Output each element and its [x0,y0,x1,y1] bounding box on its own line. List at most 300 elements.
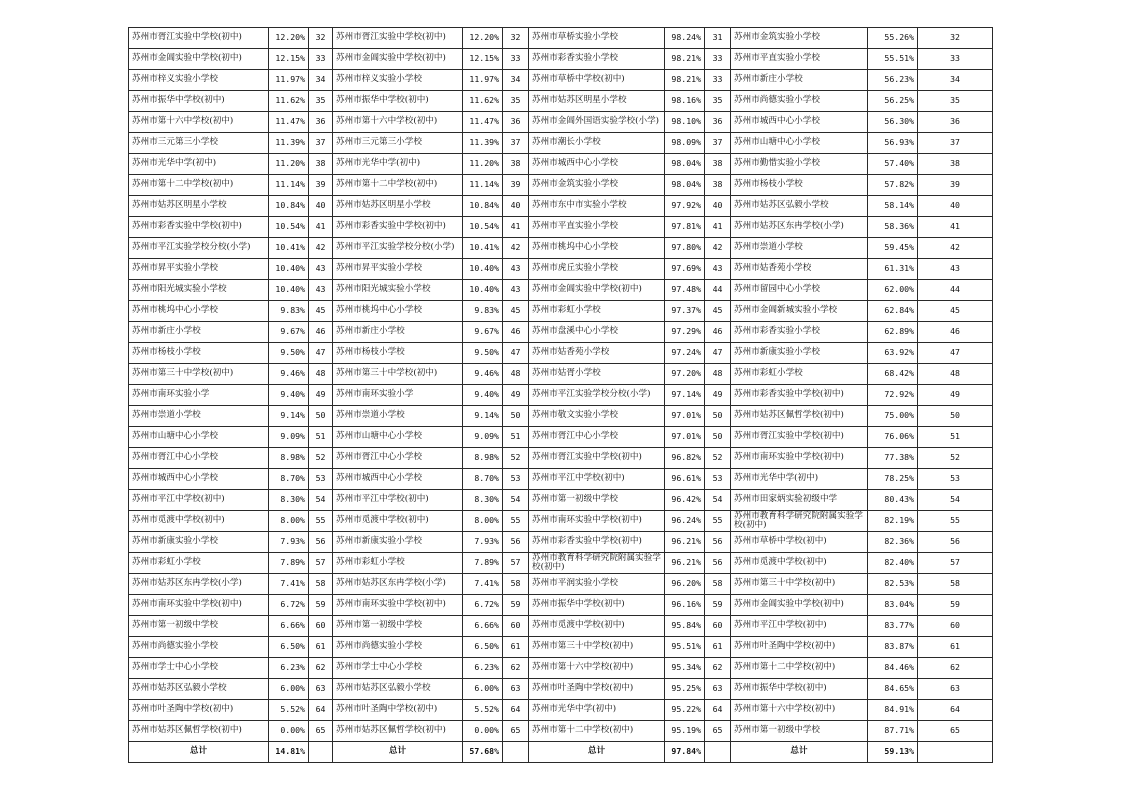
school-name-cell: 苏州市第十二中学校(初中) [333,175,463,196]
percent-cell: 9.09% [463,427,503,448]
percent-cell: 84.91% [868,700,918,721]
percent-cell: 9.67% [463,322,503,343]
percent-cell: 11.39% [269,133,309,154]
percent-cell: 12.20% [463,28,503,49]
school-name-cell: 苏州市尚德实验小学校 [129,637,269,658]
percent-cell: 98.10% [665,112,705,133]
rank-cell: 43 [503,259,529,280]
table-row [129,217,993,238]
table-row [129,595,993,616]
table-row [129,469,993,490]
rank-cell: 52 [705,448,731,469]
rank-cell: 33 [503,49,529,70]
percent-cell: 6.23% [269,658,309,679]
percent-cell: 5.52% [269,700,309,721]
table-row [129,322,993,343]
rank-cell: 38 [705,154,731,175]
rank-cell: 45 [705,301,731,322]
school-name-cell: 苏州市南环实验中学校(初中) [333,595,463,616]
rank-cell: 40 [503,196,529,217]
rank-cell: 56 [309,532,333,553]
percent-cell: 10.40% [269,280,309,301]
percent-cell: 59.45% [868,238,918,259]
percent-cell: 11.20% [269,154,309,175]
percent-cell: 9.46% [269,364,309,385]
percent-cell: 9.40% [463,385,503,406]
school-name-cell: 苏州市金阊实验中学校(初中) [333,49,463,70]
percent-cell: 84.46% [868,658,918,679]
total-blank-cell [705,742,731,763]
percent-cell: 10.41% [463,238,503,259]
rank-cell: 46 [705,322,731,343]
school-name-cell: 苏州市姑苏区明星小学校 [129,196,269,217]
school-name-cell: 苏州市平江实验学校分校(小学) [529,385,665,406]
table-body [129,28,993,763]
school-name-cell: 苏州市彩虹小学校 [129,553,269,574]
percent-cell: 7.89% [269,553,309,574]
school-name-cell: 苏州市觅渡中学校(初中) [333,511,463,532]
rank-cell: 55 [918,511,993,532]
percent-cell: 58.14% [868,196,918,217]
rank-cell: 50 [309,406,333,427]
school-name-cell: 苏州市东中市实验小学校 [529,196,665,217]
percent-cell: 9.46% [463,364,503,385]
school-name-cell: 苏州市姑胥小学校 [529,364,665,385]
percent-cell: 58.36% [868,217,918,238]
rank-cell: 46 [309,322,333,343]
school-name-cell: 苏州市觅渡中学校(初中) [529,616,665,637]
table-row [129,70,993,91]
total-value: 57.68% [463,742,503,763]
rank-cell: 40 [309,196,333,217]
percent-cell: 57.40% [868,154,918,175]
percent-cell: 97.24% [665,343,705,364]
rank-cell: 47 [705,343,731,364]
school-name-cell: 苏州市山塘中心小学校 [731,133,868,154]
rank-cell: 42 [309,238,333,259]
percent-cell: 6.23% [463,658,503,679]
rank-cell: 51 [918,427,993,448]
school-name-cell: 苏州市光华中学(初中) [731,469,868,490]
rank-cell: 59 [705,595,731,616]
rank-cell: 53 [705,469,731,490]
school-name-cell: 苏州市姑苏区东冉学校(小学) [129,574,269,595]
school-name-cell: 苏州市彩虹小学校 [731,364,868,385]
percent-cell: 98.24% [665,28,705,49]
rank-cell: 65 [705,721,731,742]
school-name-cell: 苏州市草桥中学校(初中) [731,532,868,553]
rank-cell: 36 [918,112,993,133]
school-name-cell: 苏州市第一初级中学校 [333,616,463,637]
rank-cell: 59 [309,595,333,616]
rank-cell: 39 [918,175,993,196]
rank-cell: 62 [918,658,993,679]
rank-cell: 32 [503,28,529,49]
rank-cell: 35 [705,91,731,112]
rank-cell: 38 [918,154,993,175]
rank-cell: 49 [309,385,333,406]
school-name-cell: 苏州市第三十中学校(初中) [333,364,463,385]
rank-cell: 43 [503,280,529,301]
rank-cell: 62 [705,658,731,679]
rank-cell: 56 [918,532,993,553]
percent-cell: 78.25% [868,469,918,490]
rank-cell: 32 [309,28,333,49]
rank-cell: 57 [309,553,333,574]
rank-cell: 43 [705,259,731,280]
school-name-cell: 苏州市阳光城实验小学校 [333,280,463,301]
rank-cell: 55 [503,511,529,532]
school-name-cell: 苏州市昇平实验小学校 [333,259,463,280]
school-name-cell: 苏州市第一初级中学校 [529,490,665,511]
percent-cell: 95.84% [665,616,705,637]
rank-cell: 55 [309,511,333,532]
percent-cell: 56.23% [868,70,918,91]
school-name-cell: 苏州市光华中学(初中) [529,700,665,721]
school-name-cell: 苏州市草桥实验小学校 [529,28,665,49]
school-name-cell: 苏州市梓义实验小学校 [333,70,463,91]
total-row [129,742,993,763]
rank-cell: 36 [503,112,529,133]
percent-cell: 9.14% [269,406,309,427]
school-name-cell: 苏州市光华中学(初中) [333,154,463,175]
school-name-cell: 苏州市姑苏区弘毅小学校 [333,679,463,700]
school-name-cell: 苏州市胥江中心小学校 [129,448,269,469]
percent-cell: 12.20% [269,28,309,49]
percent-cell: 96.21% [665,532,705,553]
school-name-cell: 苏州市第一初级中学校 [731,721,868,742]
school-name-cell: 苏州市南环实验中学校(初中) [731,448,868,469]
school-name-cell: 苏州市彩香实验中学校(初中) [529,532,665,553]
school-name-cell: 苏州市金阊新城实验小学校 [731,301,868,322]
school-name-cell: 苏州市胥江中心小学校 [529,427,665,448]
school-name-cell: 苏州市姑苏区东冉学校(小学) [731,217,868,238]
school-name-cell: 苏州市第十六中学校(初中) [129,112,269,133]
percent-cell: 97.48% [665,280,705,301]
school-name-cell: 苏州市金阊实验中学校(初中) [731,595,868,616]
percent-cell: 9.67% [269,322,309,343]
percent-cell: 56.25% [868,91,918,112]
percent-cell: 97.37% [665,301,705,322]
school-name-cell: 苏州市潮长小学校 [529,133,665,154]
percent-cell: 95.19% [665,721,705,742]
school-name-cell: 苏州市三元第三小学校 [333,133,463,154]
percent-cell: 11.97% [463,70,503,91]
school-name-cell: 苏州市振华中学校(初中) [129,91,269,112]
rank-cell: 45 [918,301,993,322]
percent-cell: 96.24% [665,511,705,532]
percent-cell: 11.62% [269,91,309,112]
school-name-cell: 苏州市彩香实验中学校(初中) [129,217,269,238]
rank-cell: 64 [705,700,731,721]
percent-cell: 68.42% [868,364,918,385]
school-name-cell: 苏州市胥江实验中学校(初中) [529,448,665,469]
rank-cell: 65 [918,721,993,742]
percent-cell: 63.92% [868,343,918,364]
percent-cell: 10.84% [463,196,503,217]
rank-cell: 56 [705,553,731,574]
percent-cell: 97.81% [665,217,705,238]
percent-cell: 10.54% [269,217,309,238]
percent-cell: 87.71% [868,721,918,742]
rank-cell: 60 [503,616,529,637]
school-name-cell: 苏州市南环实验中学校(初中) [529,511,665,532]
school-name-cell: 苏州市姑苏区明星小学校 [529,91,665,112]
rank-cell: 37 [309,133,333,154]
school-name-cell: 苏州市金阊实验中学校(初中) [529,280,665,301]
percent-cell: 10.40% [463,280,503,301]
rank-cell: 56 [503,532,529,553]
percent-cell: 55.26% [868,28,918,49]
school-name-cell: 苏州市第三十中学校(初中) [529,637,665,658]
school-name-cell: 苏州市桃坞中心小学校 [333,301,463,322]
percent-cell: 9.14% [463,406,503,427]
percent-cell: 0.00% [269,721,309,742]
percent-cell: 95.51% [665,637,705,658]
percent-cell: 96.82% [665,448,705,469]
school-name-cell: 苏州市第三十中学校(初中) [129,364,269,385]
percent-cell: 98.21% [665,70,705,91]
school-name-cell: 苏州市姑苏区弘毅小学校 [129,679,269,700]
rank-cell: 41 [503,217,529,238]
rank-cell: 58 [503,574,529,595]
table-row [129,532,993,553]
percent-cell: 5.52% [463,700,503,721]
table-row [129,658,993,679]
rank-cell: 54 [503,490,529,511]
school-name-cell: 苏州市草桥中学校(初中) [529,70,665,91]
school-name-cell: 苏州市彩香实验小学校 [529,49,665,70]
percent-cell: 11.47% [463,112,503,133]
school-name-cell: 苏州市第一初级中学校 [129,616,269,637]
table-row [129,511,993,532]
school-name-cell: 苏州市南环实验中学校(初中) [129,595,269,616]
school-name-cell: 苏州市平直实验小学校 [529,217,665,238]
school-name-cell: 苏州市南环实验小学 [129,385,269,406]
rank-cell: 45 [309,301,333,322]
percent-cell: 56.30% [868,112,918,133]
rank-cell: 43 [309,259,333,280]
school-name-cell: 苏州市第十六中学校(初中) [333,112,463,133]
school-name-cell: 苏州市学士中心小学校 [333,658,463,679]
school-name-cell: 苏州市阳光城实验小学校 [129,280,269,301]
rank-cell: 54 [705,490,731,511]
school-name-cell: 苏州市振华中学校(初中) [731,679,868,700]
rank-cell: 41 [309,217,333,238]
school-name-cell: 苏州市尚德实验小学校 [731,91,868,112]
percent-cell: 97.80% [665,238,705,259]
rank-cell: 54 [918,490,993,511]
school-name-cell: 苏州市胥江实验中学校(初中) [129,28,269,49]
school-name-cell: 苏州市平江中学校(初中) [333,490,463,511]
school-name-cell: 苏州市虎丘实验小学校 [529,259,665,280]
percent-cell: 98.04% [665,154,705,175]
rank-cell: 48 [309,364,333,385]
rank-cell: 52 [503,448,529,469]
rank-cell: 50 [705,427,731,448]
rank-cell: 42 [705,238,731,259]
rank-cell: 61 [918,637,993,658]
percent-cell: 10.54% [463,217,503,238]
percent-cell: 7.93% [463,532,503,553]
table-row [129,133,993,154]
percent-cell: 83.04% [868,595,918,616]
rank-cell: 53 [503,469,529,490]
rank-cell: 40 [705,196,731,217]
rank-cell: 44 [918,280,993,301]
rank-cell: 65 [309,721,333,742]
rank-cell: 48 [705,364,731,385]
table-row [129,28,993,49]
school-name-cell: 苏州市彩香实验中学校(初中) [731,385,868,406]
percent-cell: 97.20% [665,364,705,385]
school-name-cell: 苏州市杨枝小学校 [333,343,463,364]
table-row [129,574,993,595]
school-name-cell: 苏州市姑苏区弘毅小学校 [731,196,868,217]
rank-cell: 48 [503,364,529,385]
school-name-cell: 苏州市桃坞中心小学校 [529,238,665,259]
percent-cell: 97.14% [665,385,705,406]
rank-cell: 59 [503,595,529,616]
percent-cell: 97.01% [665,427,705,448]
school-name-cell: 苏州市城西中心小学校 [529,154,665,175]
table-row [129,238,993,259]
school-name-cell: 苏州市山塘中心小学校 [129,427,269,448]
total-label: 总计 [333,742,463,763]
table-row [129,175,993,196]
rank-cell: 45 [503,301,529,322]
rank-cell: 31 [705,28,731,49]
percent-cell: 11.20% [463,154,503,175]
rank-cell: 57 [503,553,529,574]
percent-cell: 7.41% [269,574,309,595]
rank-cell: 60 [918,616,993,637]
percent-cell: 6.72% [463,595,503,616]
percent-cell: 11.47% [269,112,309,133]
school-name-cell: 苏州市新庄小学校 [731,70,868,91]
school-name-cell: 苏州市昇平实验小学校 [129,259,269,280]
school-name-cell: 苏州市田家炳实验初级中学 [731,490,868,511]
school-name-cell: 苏州市新庄小学校 [333,322,463,343]
table-row [129,616,993,637]
rank-cell: 51 [503,427,529,448]
percent-cell: 96.21% [665,553,705,574]
percent-cell: 6.66% [463,616,503,637]
rank-cell: 49 [705,385,731,406]
table-row [129,490,993,511]
total-blank-cell [309,742,333,763]
rank-cell: 37 [705,133,731,154]
rank-cell: 55 [705,511,731,532]
school-name-cell: 苏州市光华中学(初中) [129,154,269,175]
table-row [129,700,993,721]
rank-cell: 51 [309,427,333,448]
percent-cell: 97.29% [665,322,705,343]
percent-cell: 82.19% [868,511,918,532]
table-row [129,553,993,574]
school-name-cell: 苏州市叶圣陶中学校(初中) [731,637,868,658]
percent-cell: 96.16% [665,595,705,616]
rank-cell: 36 [705,112,731,133]
percent-cell: 7.89% [463,553,503,574]
school-name-cell: 苏州市胥江实验中学校(初中) [333,28,463,49]
percent-cell: 95.34% [665,658,705,679]
total-blank-cell [503,742,529,763]
rank-cell: 63 [705,679,731,700]
school-name-cell: 苏州市平江实验学校分校(小学) [129,238,269,259]
rank-cell: 61 [503,637,529,658]
percent-cell: 9.09% [269,427,309,448]
percent-cell: 12.15% [463,49,503,70]
school-name-cell: 苏州市姑苏区明星小学校 [333,196,463,217]
percent-cell: 6.50% [463,637,503,658]
school-name-cell: 苏州市叶圣陶中学校(初中) [529,679,665,700]
school-name-cell: 苏州市姑苏区佩哲学校(初中) [333,721,463,742]
table-row [129,637,993,658]
rank-cell: 40 [918,196,993,217]
percent-cell: 98.21% [665,49,705,70]
rank-cell: 34 [309,70,333,91]
percent-cell: 98.16% [665,91,705,112]
school-name-cell: 苏州市城西中心小学校 [333,469,463,490]
rank-cell: 38 [503,154,529,175]
percent-cell: 8.70% [463,469,503,490]
rank-cell: 61 [309,637,333,658]
table-row [129,49,993,70]
percent-cell: 61.31% [868,259,918,280]
school-name-cell: 苏州市胥江中心小学校 [333,448,463,469]
percent-cell: 9.83% [463,301,503,322]
school-name-cell: 苏州市叶圣陶中学校(初中) [333,700,463,721]
total-value: 59.13% [868,742,918,763]
school-name-cell: 苏州市彩虹小学校 [333,553,463,574]
total-label: 总计 [529,742,665,763]
rank-cell: 42 [918,238,993,259]
school-name-cell: 苏州市教育科学研究院附属实验学校(初中) [529,553,665,574]
rank-cell: 39 [503,175,529,196]
rank-cell: 62 [309,658,333,679]
percent-cell: 80.43% [868,490,918,511]
school-name-cell: 苏州市第十六中学校(初中) [529,658,665,679]
rank-cell: 47 [918,343,993,364]
school-name-cell: 苏州市学士中心小学校 [129,658,269,679]
school-name-cell: 苏州市金阊外国语实验学校(小学) [529,112,665,133]
rank-cell: 33 [309,49,333,70]
rank-cell: 46 [918,322,993,343]
school-name-cell: 苏州市崇道小学校 [731,238,868,259]
school-name-cell: 苏州市彩香实验小学校 [731,322,868,343]
school-name-cell: 苏州市振华中学校(初中) [529,595,665,616]
school-name-cell: 苏州市盘溪中心小学校 [529,322,665,343]
rank-cell: 39 [309,175,333,196]
school-name-cell: 苏州市敬文实验小学校 [529,406,665,427]
school-name-cell: 苏州市勤惜实验小学校 [731,154,868,175]
percent-cell: 9.50% [269,343,309,364]
rank-cell: 47 [503,343,529,364]
school-name-cell: 苏州市平江中学校(初中) [529,469,665,490]
school-name-cell: 苏州市姑苏区佩哲学校(初中) [129,721,269,742]
percent-cell: 0.00% [463,721,503,742]
school-name-cell: 苏州市新康实验小学校 [129,532,269,553]
percent-cell: 11.62% [463,91,503,112]
rank-cell: 64 [503,700,529,721]
rank-cell: 44 [705,280,731,301]
table-row [129,301,993,322]
rank-cell: 50 [503,406,529,427]
rank-cell: 61 [705,637,731,658]
school-name-cell: 苏州市尚德实验小学校 [333,637,463,658]
rank-cell: 33 [705,49,731,70]
